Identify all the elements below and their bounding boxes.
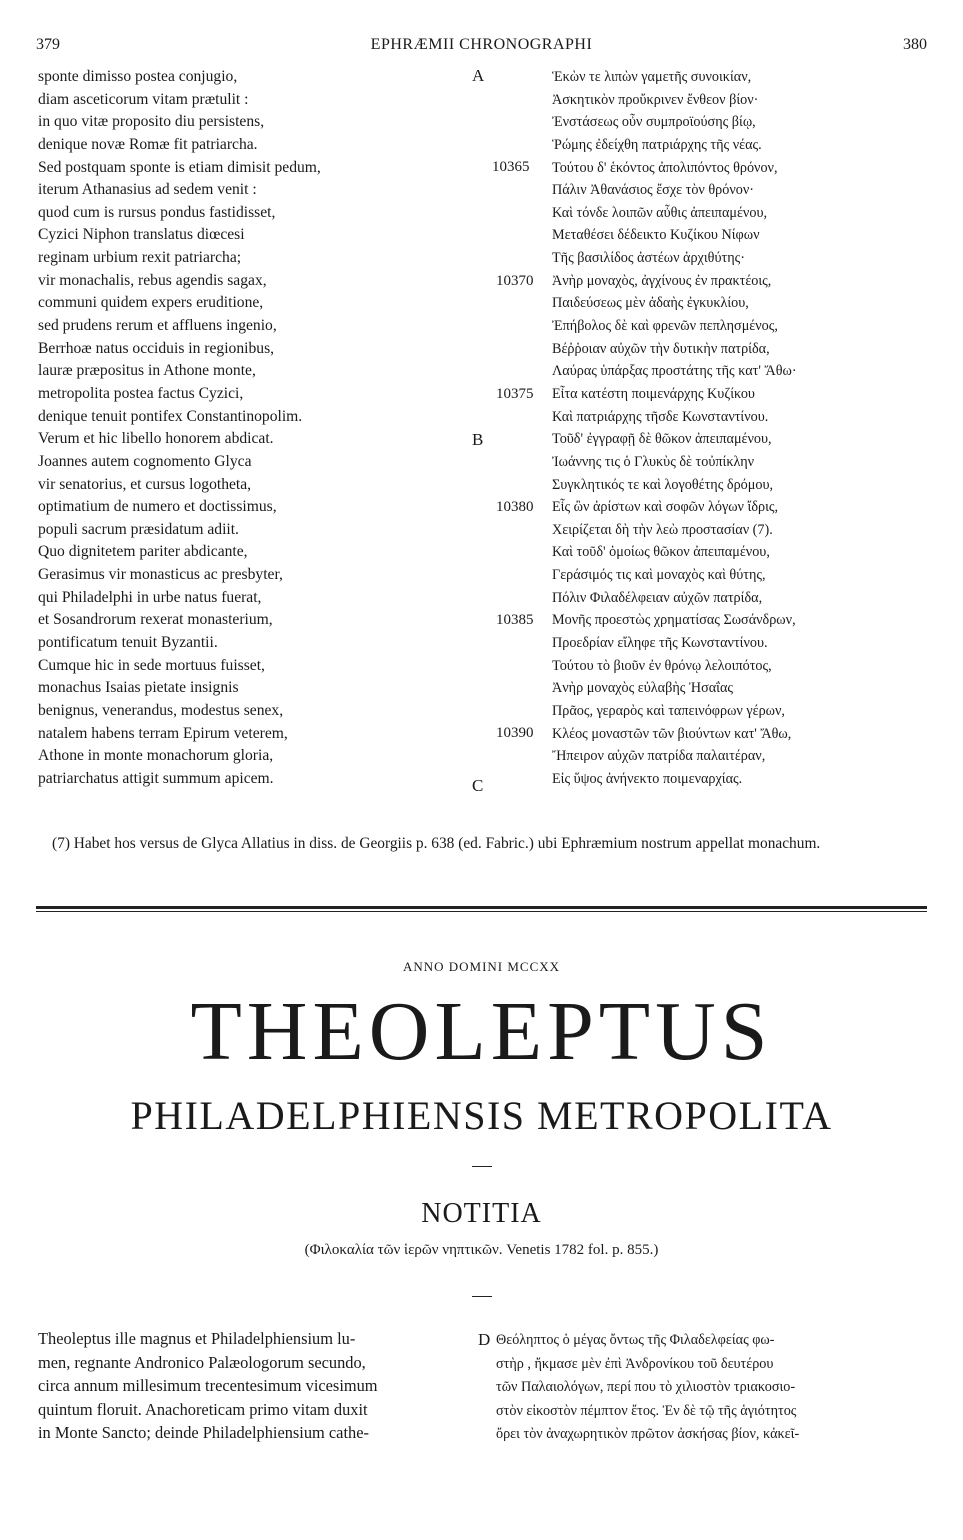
greek-verse-line: Χειρίζεται δὴ τὴν λεὼ προστασίαν (7).: [552, 521, 773, 538]
greek-verse-line: Τοῦδ' ἐγγραφῇ δὲ θῶκον ἀπειπαμένου,: [552, 431, 772, 448]
latin-verse-line: Joannes autem cognomento Glyca: [38, 452, 252, 470]
margin-marker-b: B: [472, 430, 484, 449]
latin-verse-line: Berrhoæ natus occiduis in regionibus,: [38, 339, 275, 357]
greek-verse-line: Καὶ πατριάρχης τῆσδε Κωνσταντίνου.: [552, 408, 769, 425]
greek-verse-line: Γεράσιμός τις καὶ μοναχὸς καὶ θύτης,: [552, 567, 766, 584]
divider-dash: [472, 1166, 492, 1167]
line-number: 10375: [496, 386, 534, 402]
page-number-right: 380: [903, 36, 927, 53]
greek-verse-line: Καὶ τοῦδ' ὁμοίως θῶκον ἀπειπαμένου,: [552, 544, 770, 561]
margin-marker-a: A: [472, 66, 485, 85]
margin-marker-c: C: [472, 776, 484, 795]
greek-verse-line: Λαύρας ὑπάρξας προστάτης τῆς κατ' Ἄθω·: [552, 363, 797, 380]
latin-verse-line: denique novæ Romæ fit patriarcha.: [38, 135, 258, 153]
section-title: THEOLEPTUS: [190, 985, 773, 1078]
latin-verse-line: Sed postquam sponte is etiam dimisit pedum,: [38, 158, 321, 176]
latin-verse-line: Cyzici Niphon translatus diœcesi: [38, 226, 245, 244]
line-number: 10365: [492, 159, 530, 175]
greek-verse-line: Πρᾶος, γεραρὸς καὶ ταπεινόφρων γέρων,: [552, 702, 785, 719]
footnote: (7) Habet hos versus de Glyca Allatius in diss. de Georgiis p. 638 (ed. Fabric.) ubi Ephræmium nostrum appellat monachum.: [52, 835, 821, 852]
latin-verse-line: Quo dignitetem pariter abdicante,: [38, 543, 248, 561]
section-rule-thin: [36, 911, 927, 912]
latin-body-line: Theoleptus ille magnus et Philadelphiensium lu-: [38, 1329, 356, 1348]
greek-body-column: [496, 1329, 928, 1447]
greek-verse-line: Τούτου τὸ βιοῦν ἐν θρόνῳ λελοιπότος,: [552, 657, 772, 674]
greek-verse-line: Καὶ τόνδε λοιπῶν αὖθις ἀπειπαμένου,: [552, 204, 768, 221]
latin-verse-line: iterum Athanasius ad sedem venit :: [38, 181, 257, 199]
line-number: 10385: [496, 612, 534, 628]
latin-verse-line: vir senatorius, et cursus logotheta,: [38, 475, 252, 493]
greek-verse-line: Πάλιν Ἀθανάσιος ἔσχε τὸν θρόνον·: [552, 182, 754, 199]
anno-domini: ANNO DOMINI MCCXX: [402, 959, 561, 974]
latin-verse-line: monachus Isaias pietate insignis: [38, 679, 239, 697]
line-number: 10370: [496, 273, 534, 289]
latin-verse-line: in quo vitæ proposito diu persistens,: [38, 113, 265, 131]
latin-verse-line: et Sosandrorum rexerat monasterium,: [38, 611, 273, 629]
line-number: 10390: [496, 725, 534, 741]
latin-verse-line: Verum et hic libello honorem abdicat.: [38, 430, 274, 448]
latin-verse-line: sponte dimisso postea conjugio,: [38, 68, 238, 85]
greek-body-line: τῶν Παλαιολόγων, περί που τὸ χιλιοστὸν τριακοσιο-: [496, 1379, 796, 1395]
greek-verse-line: Ἰωάννης τις ὁ Γλυκὺς δὲ τοὐπίκλην: [552, 453, 755, 470]
greek-verse-line: Πόλιν Φιλαδέλφειαν αὐχῶν πατρίδα,: [552, 589, 763, 606]
greek-verse-line: Μονῆς προεστὼς χρηματίσας Σωσάνδρων,: [552, 612, 796, 629]
latin-verse-line: lauræ præpositus in Athone monte,: [38, 362, 256, 380]
greek-verse-line: Εἰς ὕψος ἀνήνεκτο ποιμεναρχίας.: [552, 770, 743, 787]
latin-verse-line: Gerasimus vir monasticus ac presbyter,: [38, 566, 283, 584]
divider-dash: [472, 1296, 492, 1297]
latin-verse-line: qui Philadelphi in urbe natus fuerat,: [38, 588, 262, 606]
greek-body-line: Θεόληπτος ὁ μέγας ὄντως τῆς Φιλαδελφείας φω-: [496, 1332, 775, 1348]
greek-verse-line: Συγκλητικός τε καὶ λογοθέτης δρόμου,: [552, 476, 774, 493]
latin-verse-line: pontificatum tenuit Byzantii.: [38, 634, 218, 652]
line-number: 10380: [496, 499, 534, 515]
latin-verse-line: patriarchatus attigit summum apicem.: [38, 769, 274, 787]
latin-verse-column: [38, 66, 458, 791]
latin-body-line: circa annum millesimum trecentesimum vicesimum: [38, 1376, 378, 1395]
greek-verse-line: Βέῤῥοιαν αὐχῶν τὴν δυτικὴν πατρίδα,: [552, 340, 770, 357]
greek-verse-line: Ἀσκητικὸν προὔκρινεν ἔνθεον βίον·: [552, 91, 759, 108]
page-number-left: 379: [36, 36, 60, 53]
latin-verse-line: sed prudens rerum et affluens ingenio,: [38, 317, 277, 335]
latin-body-line: quintum floruit. Anachoreticam primo vitam duxit: [38, 1399, 368, 1419]
latin-verse-line: denique tenuit pontifex Constantinopolim.: [38, 407, 303, 425]
greek-verse-line: Ἀνὴρ μοναχὸς εὐλαβὴς Ἠσαΐας: [552, 680, 734, 697]
running-title: EPHRÆMII CHRONOGRAPHI: [370, 36, 593, 53]
latin-verse-line: communi quidem expers eruditione,: [38, 294, 264, 312]
latin-verse-line: Cumque hic in sede mortuus fuisset,: [38, 656, 265, 674]
greek-verse-line: Ἐνστάσεως οὖν συμπροϊούσης βίῳ,: [552, 114, 756, 131]
margin-marker-d: D: [478, 1330, 491, 1349]
greek-body-line: στὸν εἰκοστὸν πέμπτον ἔτος. Ἐν δὲ τῷ τῆς ἁγιότητος: [496, 1402, 797, 1419]
greek-verse-line: Κλέος μοναστῶν τῶν βιούντων κατ' Ἄθω,: [552, 725, 792, 742]
latin-verse-line: quod cum is rursus pondus fastidisset,: [38, 203, 276, 221]
section-subtitle: PHILADELPHIENSIS METROPOLITA: [130, 1093, 833, 1138]
greek-verse-line: Μεταθέσει δέδεικτο Κυζίκου Νίφων: [552, 227, 760, 244]
latin-verse-line: benignus, venerandus, modestus senex,: [38, 701, 284, 719]
latin-verse-line: vir monachalis, rebus agendis sagax,: [38, 271, 267, 289]
greek-verse-line: Ῥώμης ἐδείχθη πατριάρχης τῆς νέας.: [552, 136, 762, 153]
latin-verse-line: populi sacrum præsidatum adiit.: [38, 520, 239, 538]
latin-verse-line: reginam urbium rexit patriarcha;: [38, 249, 242, 267]
greek-verse-column: [552, 66, 932, 791]
latin-verse-line: natalem habens terram Epirum veterem,: [38, 724, 288, 742]
latin-verse-line: Athone in monte monachorum gloria,: [38, 747, 274, 765]
latin-body-column: [38, 1327, 468, 1445]
greek-verse-line: Ἑκὼν τε λιπὼν γαμετῆς συνοικίαν,: [552, 69, 752, 85]
greek-verse-line: Τῆς βασιλίδος ἀστέων ἀρχιθύτης·: [552, 250, 745, 267]
greek-verse-line: Ἐπήβολος δὲ καὶ φρενῶν πεπλησμένος,: [552, 318, 778, 335]
latin-verse-line: optimatium de numero et doctissimus,: [38, 498, 277, 516]
greek-verse-line: Ἤπειρον αὐχῶν πατρίδα παλαιτέραν,: [552, 748, 766, 765]
latin-verse-line: diam asceticorum vitam prætulit :: [38, 90, 249, 108]
greek-verse-line: Παιδεύσεως μὲν ἀδαὴς ἐγκυκλίου,: [552, 295, 749, 312]
notitia-heading: NOTITIA: [421, 1198, 542, 1229]
greek-verse-line: Προεδρίαν εἴληφε τῆς Κωνσταντίνου.: [552, 635, 768, 652]
latin-body-line: men, regnante Andronico Palæologorum secundo,: [38, 1352, 366, 1372]
latin-body-line: in Monte Sancto; deinde Philadelphiensium cathe-: [38, 1423, 369, 1442]
greek-verse-line: Τούτου δ' ἑκόντος ἀπολιπόντος θρόνον,: [552, 159, 778, 176]
running-header: [36, 36, 927, 58]
greek-verse-line: Εἷς ὢν ἀρίστων καὶ σοφῶν λόγων ἴδρις,: [552, 499, 779, 516]
source-citation: (Φιλοκαλία τῶν ἱερῶν νηπτικῶν. Venetis 1782 fol. p. 855.): [304, 1242, 659, 1258]
greek-verse-line: Ἀνὴρ μοναχὸς, ἀγχίνους ἐν πρακτέοις,: [552, 272, 772, 289]
section-rule-thick: [36, 906, 927, 909]
latin-verse-line: metropolita postea factus Cyzici,: [38, 384, 244, 402]
greek-body-line: ὄρει τὸν ἀναχωρητικὸν πρῶτον ἀσκήσας βίον, κἀκεῖ-: [496, 1426, 800, 1442]
greek-verse-line: Εἶτα κατέστη ποιμενάρχης Κυζίκου: [552, 385, 755, 402]
greek-body-line: στὴρ , ἤκμασε μὲν ἐπὶ Ἀνδρονίκου τοῦ δευτέρου: [496, 1355, 774, 1372]
